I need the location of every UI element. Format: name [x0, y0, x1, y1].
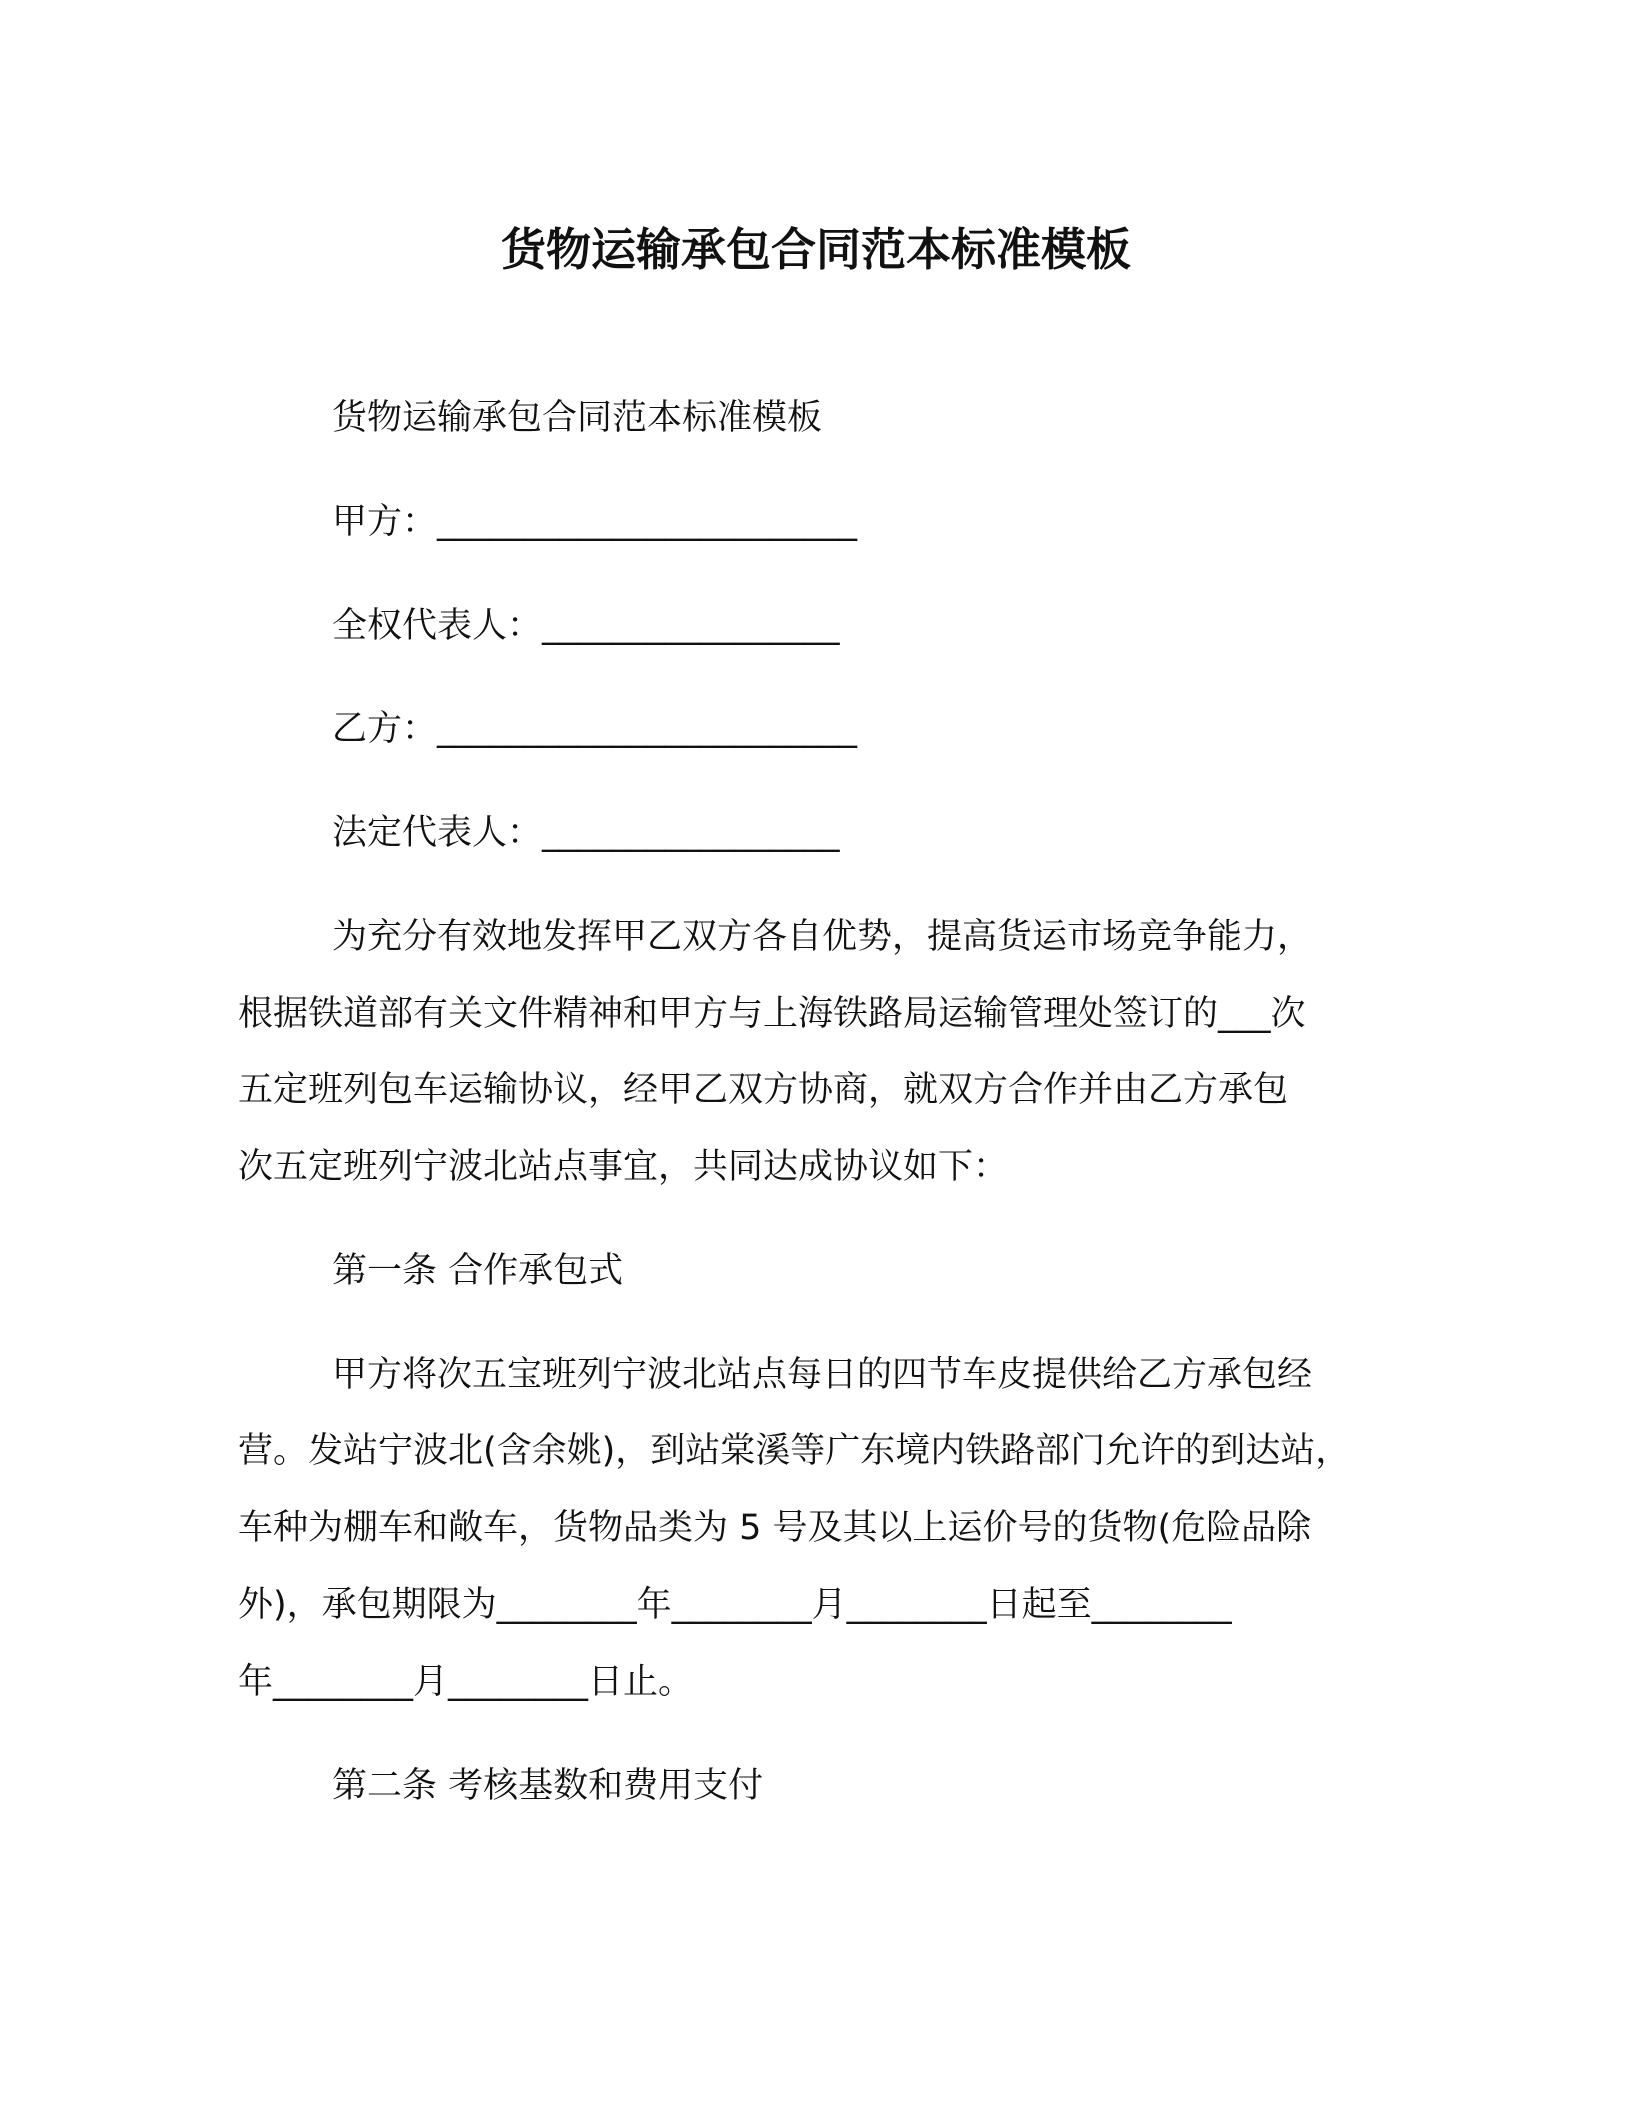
- preamble-line-2: 根据铁道部有关文件精神和甲方与上海铁路局运输管理处签订的___次: [238, 994, 1306, 1034]
- authorized-representative-field: 全权代表人：_________________: [332, 606, 840, 646]
- article-1-line-3: 车种为棚车和敞车，货物品类为 5 号及其以上运价号的货物(危险品除: [238, 1508, 1312, 1548]
- legal-representative-field: 法定代表人：_________________: [332, 813, 840, 853]
- document-title: 货物运输承包合同范本标准模板: [500, 223, 1131, 276]
- document-subtitle: 货物运输承包合同范本标准模板: [332, 398, 823, 438]
- article-1-line-1: 甲方将次五宝班列宁波北站点每日的四节车皮提供给乙方承包经: [332, 1355, 1313, 1395]
- preamble-line-4: 次五定班列宁波北站点事宜，共同达成协议如下：: [238, 1147, 1009, 1187]
- party-a-field: 甲方：________________________: [332, 502, 858, 542]
- article-2-heading: 第二条 考核基数和费用支付: [332, 1766, 764, 1806]
- preamble-line-1: 为充分有效地发挥甲乙双方各自优势，提高货运市场竞争能力，: [332, 917, 1313, 957]
- article-1-line-5: 年________月________日止。: [238, 1662, 694, 1702]
- article-1-line-2: 营。发站宁波北(含余姚)，到站棠溪等广东境内铁路部门允许的到达站，: [238, 1431, 1351, 1471]
- preamble-line-3: 五定班列包车运输协议，经甲乙双方协商，就双方合作并由乙方承包: [238, 1070, 1289, 1110]
- article-1-heading: 第一条 合作承包式: [332, 1251, 624, 1291]
- party-b-field: 乙方：________________________: [332, 709, 858, 749]
- article-1-line-4: 外)，承包期限为________年________月________日起至________: [238, 1585, 1232, 1625]
